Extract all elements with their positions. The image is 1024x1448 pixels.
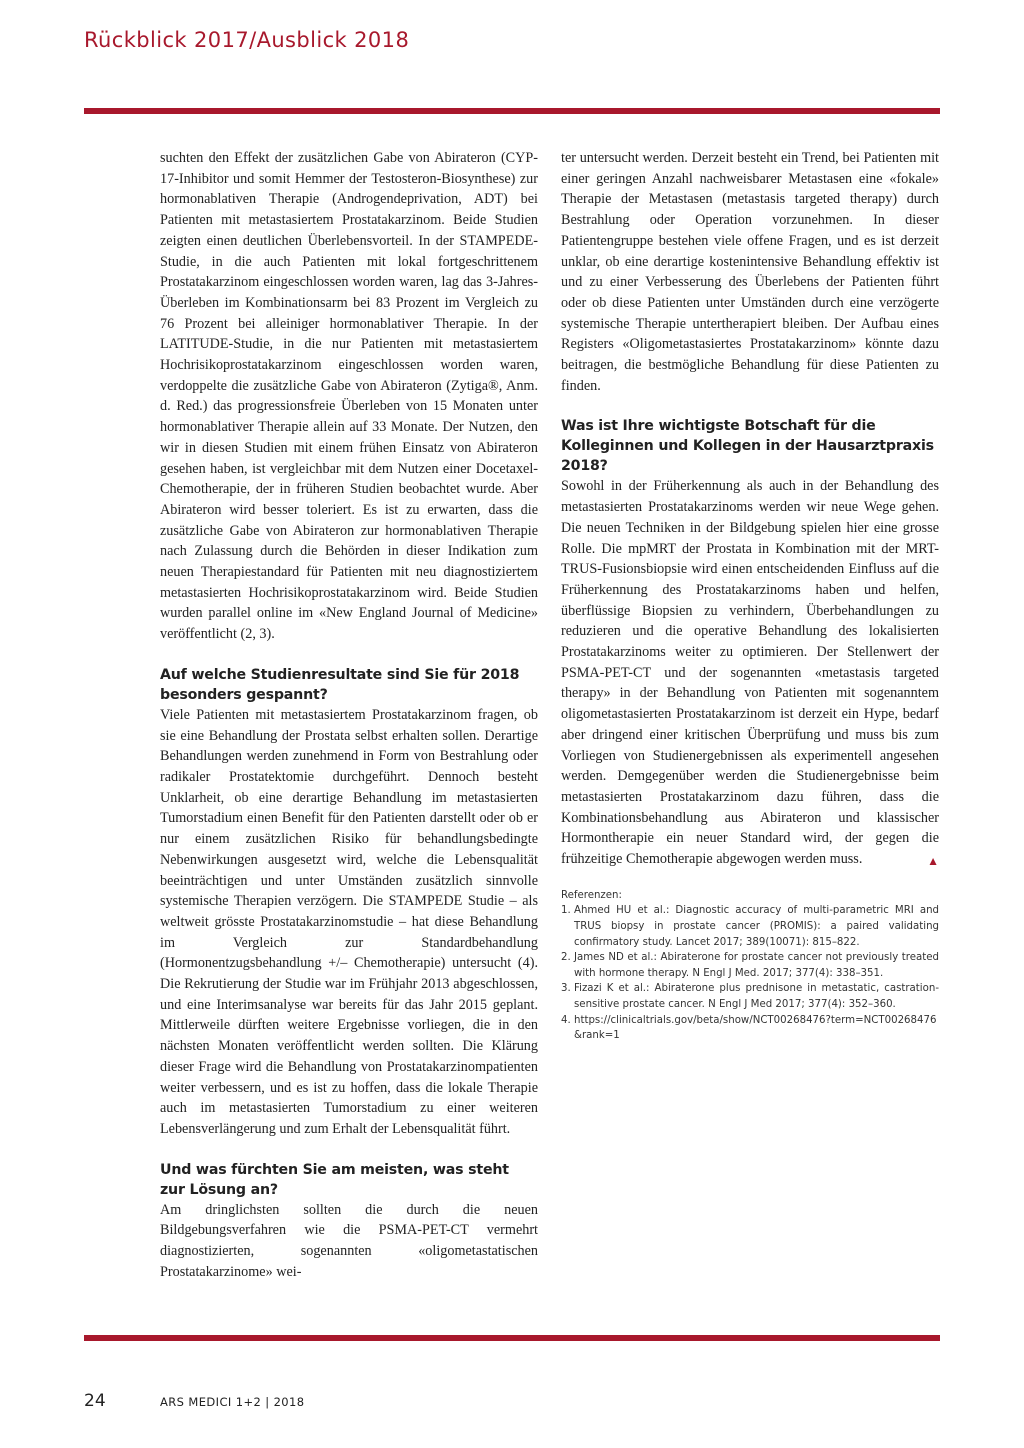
reference-number: 3. bbox=[561, 983, 571, 995]
right-column bbox=[561, 148, 939, 1044]
reference-number: 1. bbox=[561, 905, 571, 917]
reference-number: 2. bbox=[561, 952, 571, 964]
reference-link[interactable]: https://clinicaltrials.gov/beta/show/NCT00268476?term=NCT00268476&rank=1 bbox=[574, 1014, 937, 1042]
left-paragraph-3: Am dringlichsten sollten die durch die neuen Bildgebungsverfahren wie die PSMA-PET-CT vermehrt diagnostizierten, sogenannten «oligometastatischen Prostatakarzinome» wei- bbox=[160, 1201, 538, 1280]
footer-rule bbox=[84, 1335, 940, 1341]
references-title: Referenzen: bbox=[561, 889, 622, 901]
reference-text: Ahmed HU et al.: Diagnostic accuracy of multi-parametric MRI and TRUS biopsy in prostate cancer (PROMIS): a paired validating confirmatory study. Lancet 2017; 389(10071): 815–822. bbox=[574, 905, 939, 948]
left-paragraph-1: suchten den Effekt der zusätzlichen Gabe von Abirateron (CYP-17-Inhibitor und somit Hemmer der Testosteron-Biosynthese) zur hormonablativen Therapie (Androgendeprivation, ADT) bei Patienten mit metastasiertem Prostatakarzinom. Beide Studien zeigten einen deutlichen Überlebensvorteil. In der STAMPEDE-Studie, in die auch Patienten mit lokal fortgeschrittenem Prostatakarzinom eingeschlossen worden waren, lag das 3-Jahres-Überleben im Kombinationsarm bei 83 Prozent im Vergleich zu 76 Prozent bei alleiniger hormonablativer Therapie. In der LATITUDE-Studie, in die nur Patienten mit metastasiertem Hochrisikoprostatakarzinom eingeschlossen worden waren, verdoppelte die zusätzliche Gabe von Abirateron (Zytiga®, Anm. d. Red.) das progressionsfreie Überleben von 15 Monaten unter hormonablativer Therapie allein auf 33 Monate. Der Nutzen, den wir in diesen Studien mit einem frühen Einsatz von Abirateron gesehen haben, ist vergleichbar mit dem Nutzen einer Docetaxel-Chemotherapie, der in früheren Studien beobachtet wurde. Aber Abirateron wird besser toleriert. Es ist zu erwarten, dass die zusätzliche Gabe von Abirateron zur hormonablativen Therapie nach Zulassung durch die Behörden in dieser Indikation zum neuen Therapiestandard für Patienten mit neu diagnostiziertem metastasierten Hochrisikoprostatakarzinom wird. Beide Studien wurden parallel online im «New England Journal of Medicine» veröffentlicht (2, 3). bbox=[160, 150, 538, 643]
journal-name: ARS MEDICI 1+2 | 2018 bbox=[160, 1395, 305, 1409]
reference-item bbox=[561, 950, 939, 981]
right-paragraph-1: ter untersucht werden. Derzeit besteht ein Trend, bei Patienten mit einer geringen Anzahl nachweisbarer Metastasen eine «fokale» Therapie der Metastasen (metastasis targeted therapy) durch Bestrahlung oder Operation vorzunehmen. In dieser Patientengruppe bestehen viele offene Fragen, und es ist derzeit unklar, ob eine derartige kostenintensive Behandlung effektiv ist und zu einer Verbesserung des Überlebens der Patienten führt oder ob diese Patienten unter Umständen durch eine verzögerte systemische Therapie untertherapiert bleiben. Der Aufbau eines Registers «Oligometastasiertes Prostatakarzinom» könnte dazu beitragen, die bestmögliche Behandlung für diese Patienten zu finden. bbox=[561, 150, 939, 394]
references bbox=[561, 888, 939, 1044]
references-list bbox=[561, 903, 939, 1043]
page-header-title: Rückblick 2017/Ausblick 2018 bbox=[84, 28, 410, 52]
header-rule bbox=[84, 108, 940, 114]
reference-item bbox=[561, 1013, 939, 1044]
right-paragraph-2-text: Sowohl in der Früherkennung als auch in der Behandlung des metastasierten Prostatakarzinoms werden wir neue Wege gehen. Die neuen Techniken in der Bildgebung spielen hier eine grosse Rolle. Die mpMRT der Prostata in Kombination mit der MRT-TRUS-Fusionsbiopsie wird einen entscheidenden Einfluss auf die Früherkennung des Prostatakarzinoms haben und helfen, überflüssige Biopsien zu verhindern, Überbehandlungen zu reduzieren und die operative Behandlung des lokalisierten Prostatakarzinoms weiter zu optimieren. Der Stellenwert der PSMA-PET-CT und der sogenannten «metastasis targeted therapy» in der Behandlung von Patienten mit sogenanntem oligometastasierten Prostatakarzinom ist derzeit ein Hype, bedarf aber dringend einer kritischen Überprüfung und muss bis zum Vorliegen von Studienergebnissen als experimentell angesehen werden. Demgegenüber werden die Studienergebnisse beim metastasierten Prostatakarzinom dazu führen, dass die Kombinationsbehandlung aus Abirateron und klassischer Hormontherapie ein neuer Standard wird, der gegen die frühzeitige Chemotherapie abgewogen werden muss. bbox=[561, 478, 939, 868]
left-heading-3: Und was fürchten Sie am meisten, was steht zur Lösung an? bbox=[160, 1161, 509, 1198]
left-heading-2: Auf welche Studienresultate sind Sie für 2018 besonders gespannt? bbox=[160, 666, 520, 703]
right-paragraph-2 bbox=[561, 476, 939, 869]
reference-number: 4. bbox=[561, 1014, 571, 1026]
reference-item bbox=[561, 903, 939, 950]
right-heading-2: Was ist Ihre wichtigste Botschaft für die Kolleginnen und Kollegen in der Hausarztpraxis 2018? bbox=[561, 418, 934, 475]
end-of-article-triangle-icon: ▲ bbox=[927, 854, 939, 869]
left-column bbox=[160, 148, 538, 1282]
reference-text: James ND et al.: Abiraterone for prostate cancer not previously treated with hormone therapy. N Engl J Med. 2017; 377(4): 338–351. bbox=[574, 952, 939, 979]
reference-item bbox=[561, 981, 939, 1012]
reference-text: Fizazi K et al.: Abiraterone plus prednisone in metastatic, castration-sensitive prostate cancer. N Engl J Med 2017; 377(4): 352–360. bbox=[574, 983, 939, 1010]
page-number: 24 bbox=[84, 1391, 106, 1411]
left-paragraph-2: Viele Patienten mit metastasiertem Prostatakarzinom fragen, ob sie eine Behandlung der Prostata selbst erhalten sollen. Derartige Behandlungen werden zunehmend in Form von Bestrahlung oder radikaler Prostatektomie durchgeführt. Dennoch besteht Unklarheit, ob eine derartige Behandlung im metastasierten Tumorstadium einen Benefit für den Patienten darstellt oder ob er nur einem zusätzlichen Risiko für behandlungsbedingte Nebenwirkungen ausgesetzt wird, welche die Lebensqualität beeinträchtigen und unter Umständen zusätzlich sinnvolle systemische Therapien verzögern. Die STAMPEDE Studie – als weltweit grösste Prostatakarzinomstudie – hat diese Behandlung im Vergleich zur Standardbehandlung (Hormonentzugsbehandlung +/– Chemotherapie) untersucht (4). Die Rekrutierung der Studie war im Frühjahr 2013 abgeschlossen, und eine Interimsanalyse war bereits für das Jahr 2015 geplant. Mittlerweile dürften weitere Ergebnisse vorliegen, die in den nächsten Monaten veröffentlicht werden sollten. Die Klärung dieser Frage wird die Behandlung von Prostatakarzinompatienten weiter verbessern, und es ist zu hoffen, dass die lokale Therapie auch im metastasierten Tumorstadium zu einer weiteren Lebensverlängerung und zum Erhalt der Lebensqualität führt. bbox=[160, 706, 538, 1137]
